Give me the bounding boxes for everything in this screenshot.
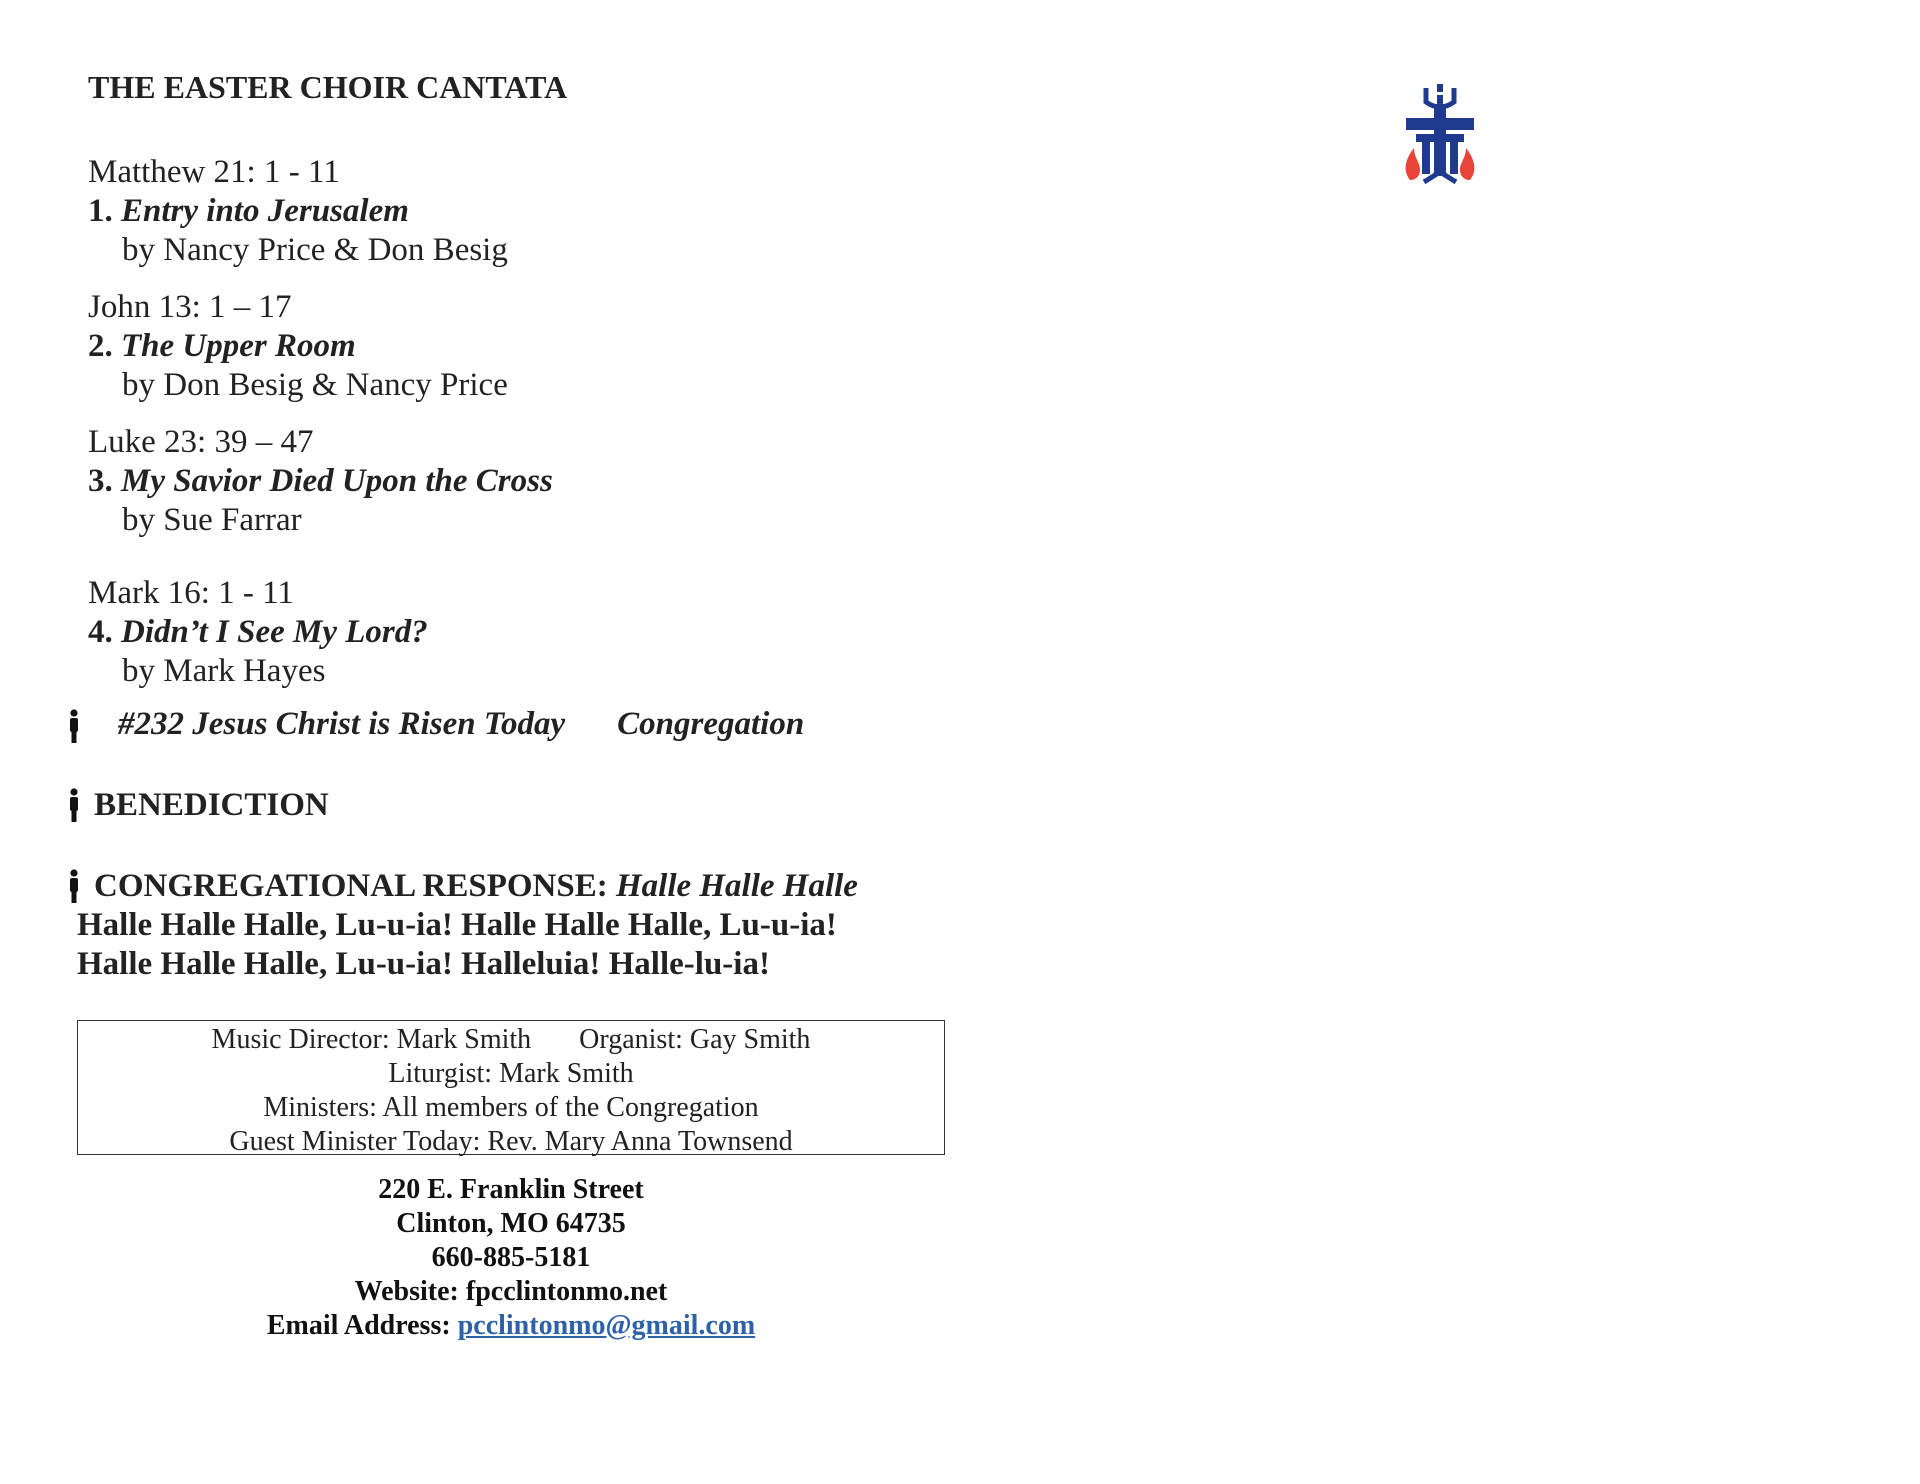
song-4 bbox=[88, 616, 428, 649]
guest-minister: Guest Minister Today: Rev. Mary Anna Townsend bbox=[229, 1126, 793, 1157]
response-label: CONGREGATIONAL RESPONSE: bbox=[94, 868, 608, 904]
song-title: Entry into Jerusalem bbox=[121, 193, 409, 229]
liturgist: Liturgist: Mark Smith bbox=[388, 1058, 634, 1089]
song-3 bbox=[88, 465, 553, 498]
hymn-title: #232 Jesus Christ is Risen Today bbox=[118, 706, 566, 742]
credits-box bbox=[77, 1020, 945, 1155]
response-line-2: Halle Halle Halle, Lu-u-ia! Halleluia! Halle-lu-ia! bbox=[77, 946, 770, 982]
scripture-ref-4: Mark 16: 1 - 11 bbox=[88, 575, 294, 611]
song-title: My Savior Died Upon the Cross bbox=[121, 463, 553, 499]
city-state-zip: Clinton, MO 64735 bbox=[396, 1208, 626, 1239]
hymn-performer: Congregation bbox=[617, 706, 805, 742]
song-author-3: by Sue Farrar bbox=[122, 502, 302, 538]
song-2 bbox=[88, 330, 356, 363]
standing-person-icon bbox=[68, 788, 80, 822]
standing-person-icon bbox=[68, 709, 80, 743]
response-line-1: Halle Halle Halle, Lu-u-ia! Halle Halle Halle, Lu-u-ia! bbox=[77, 907, 837, 943]
song-number: 2. bbox=[88, 328, 113, 364]
organist: Organist: Gay Smith bbox=[579, 1024, 811, 1055]
scripture-ref-2: John 13: 1 – 17 bbox=[88, 289, 292, 325]
street-address: 220 E. Franklin Street bbox=[378, 1174, 644, 1205]
song-title: The Upper Room bbox=[121, 328, 356, 364]
song-author-1: by Nancy Price & Don Besig bbox=[122, 232, 508, 268]
response-label-text: Halle Halle Halle bbox=[615, 868, 858, 904]
scripture-ref-1: Matthew 21: 1 - 11 bbox=[88, 154, 340, 190]
song-author-4: by Mark Hayes bbox=[122, 653, 326, 689]
song-author-2: by Don Besig & Nancy Price bbox=[122, 367, 508, 403]
website: Website: fpcclintonmo.net bbox=[354, 1276, 668, 1307]
church-contact bbox=[77, 1173, 945, 1343]
standing-person-icon bbox=[68, 869, 80, 903]
benediction-heading: BENEDICTION bbox=[94, 787, 329, 823]
song-number: 4. bbox=[88, 614, 113, 650]
email-label: Email Address: bbox=[266, 1310, 451, 1341]
credits-line-1 bbox=[78, 1023, 944, 1057]
song-1 bbox=[88, 195, 409, 228]
music-director: Music Director: Mark Smith bbox=[211, 1024, 532, 1055]
song-number: 3. bbox=[88, 463, 113, 499]
email-link[interactable]: pcclintonmo@gmail.com bbox=[457, 1310, 756, 1341]
phone-number: 660-885-5181 bbox=[431, 1242, 591, 1273]
scripture-ref-3: Luke 23: 39 – 47 bbox=[88, 424, 314, 460]
response-heading bbox=[94, 870, 858, 903]
hymn-line bbox=[118, 706, 804, 743]
song-title: Didn’t I See My Lord? bbox=[121, 614, 428, 650]
ministers: Ministers: All members of the Congregation bbox=[263, 1092, 759, 1123]
song-number: 1. bbox=[88, 193, 113, 229]
page-title: THE EASTER CHOIR CANTATA bbox=[88, 69, 568, 105]
presbyterian-seal-icon bbox=[1400, 84, 1480, 186]
email-line bbox=[77, 1309, 945, 1343]
